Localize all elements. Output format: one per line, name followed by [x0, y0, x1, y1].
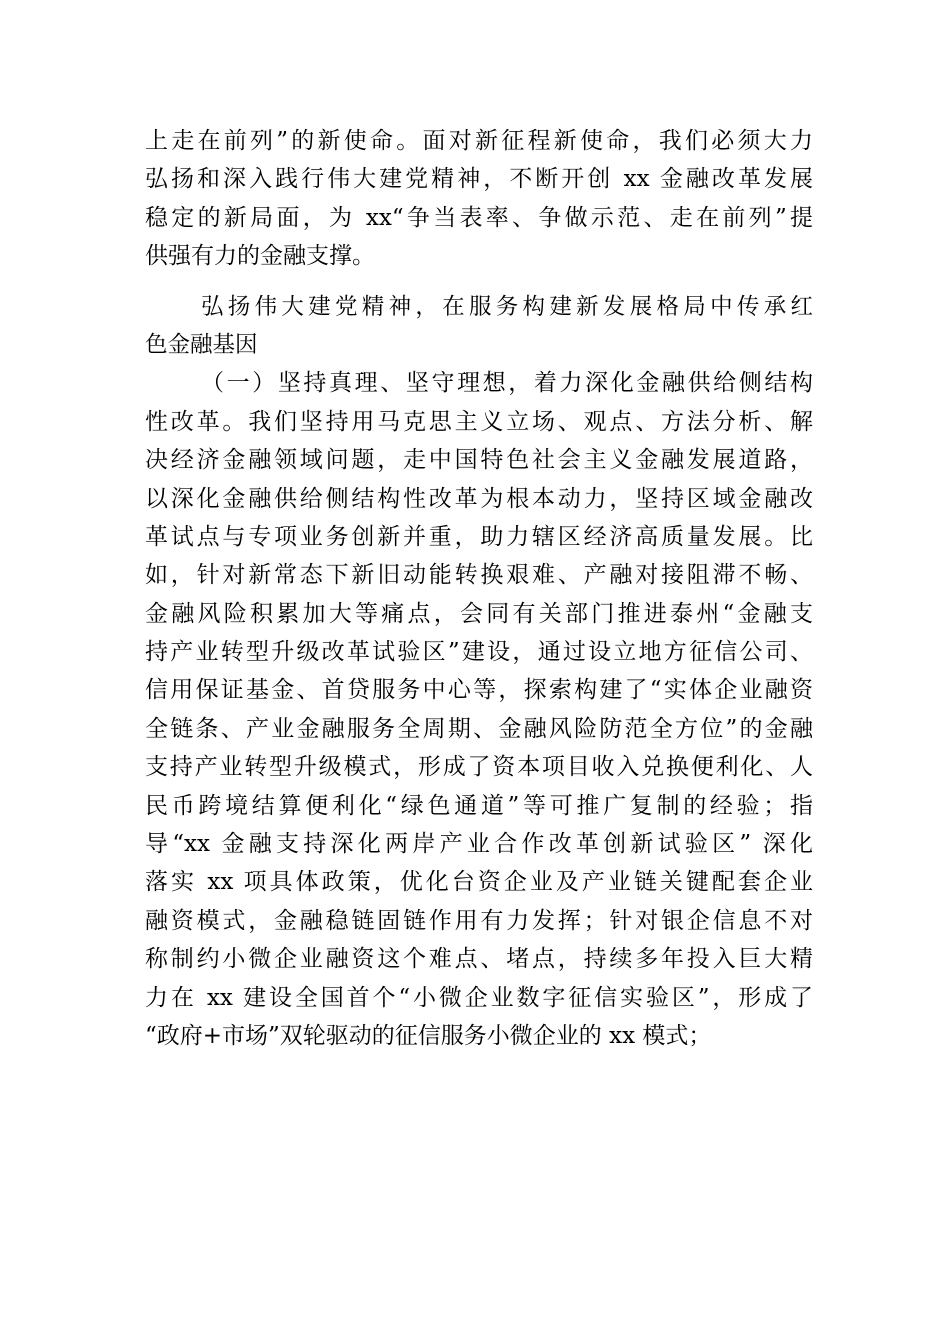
text-line: 支持产业转型升级模式，形成了资本项目收入兑换便利化、人 — [145, 754, 813, 781]
text-line: 力在 xx 建设全国首个“小微企业数字征信实验区”，形成了 — [145, 984, 813, 1011]
intro-paragraph — [145, 122, 813, 276]
section-heading — [145, 288, 813, 365]
text-line: （一）坚持真理、坚守理想，着力深化金融供给侧结构 — [201, 370, 813, 397]
text-line: 以深化金融供给侧结构性改革为根本动力，坚持区域金融改 — [145, 485, 813, 512]
heading-line: 色金融基因 — [145, 331, 258, 358]
text-line: 如，针对新常态下新旧动能转换艰难、产融对接阻滞不畅、 — [145, 562, 813, 589]
text-line: 革试点与专项业务创新并重，助力辖区经济高质量发展。比 — [145, 523, 813, 550]
text-line: “政府+市场”双轮驱动的征信服务小微企业的 xx 模式； — [145, 1022, 712, 1049]
text-line: 民币跨境结算便利化“绿色通道”等可推广复制的经验；指 — [145, 792, 813, 819]
text-line: 稳定的新局面，为 xx“争当表率、争做示范、走在前列”提 — [145, 204, 813, 231]
text-line: 金融风险积累加大等痛点，会同有关部门推进泰州“金融支 — [145, 600, 813, 627]
text-line: 弘扬和深入践行伟大建党精神，不断开创 xx 金融改革发展 — [145, 166, 813, 193]
text-line: 信用保证基金、首贷服务中心等，探索构建了“实体企业融资 — [145, 677, 813, 704]
text-line: 全链条、产业金融服务全周期、金融风险防范全方位”的金融 — [145, 715, 813, 742]
text-line: 决经济金融领域问题，走中国特色社会主义金融发展道路， — [145, 447, 813, 474]
text-line: 融资模式，金融稳链固链作用有力发挥；针对银企信息不对 — [145, 907, 813, 934]
text-line: 称制约小微企业融资这个难点、堵点，持续多年投入巨大精 — [145, 946, 813, 973]
document-body — [145, 122, 813, 1055]
text-line: 供强有力的金融支撑。 — [145, 243, 375, 270]
heading-line: 弘扬伟大建党精神，在服务构建新发展格局中传承红 — [201, 293, 813, 320]
text-line: 持产业转型升级改革试验区”建设，通过设立地方征信公司、 — [145, 639, 813, 666]
text-line: 落实 xx 项具体政策，优化台资企业及产业链关键配套企业 — [145, 869, 813, 896]
body-paragraph — [145, 364, 813, 1055]
text-line: 上走在前列”的新使命。面对新征程新使命，我们必须大力 — [145, 128, 813, 154]
text-line: 性改革。我们坚持用马克思主义立场、观点、方法分析、解 — [145, 408, 813, 435]
text-line: 导“xx 金融支持深化两岸产业合作改革创新试验区” 深化 — [145, 831, 813, 858]
